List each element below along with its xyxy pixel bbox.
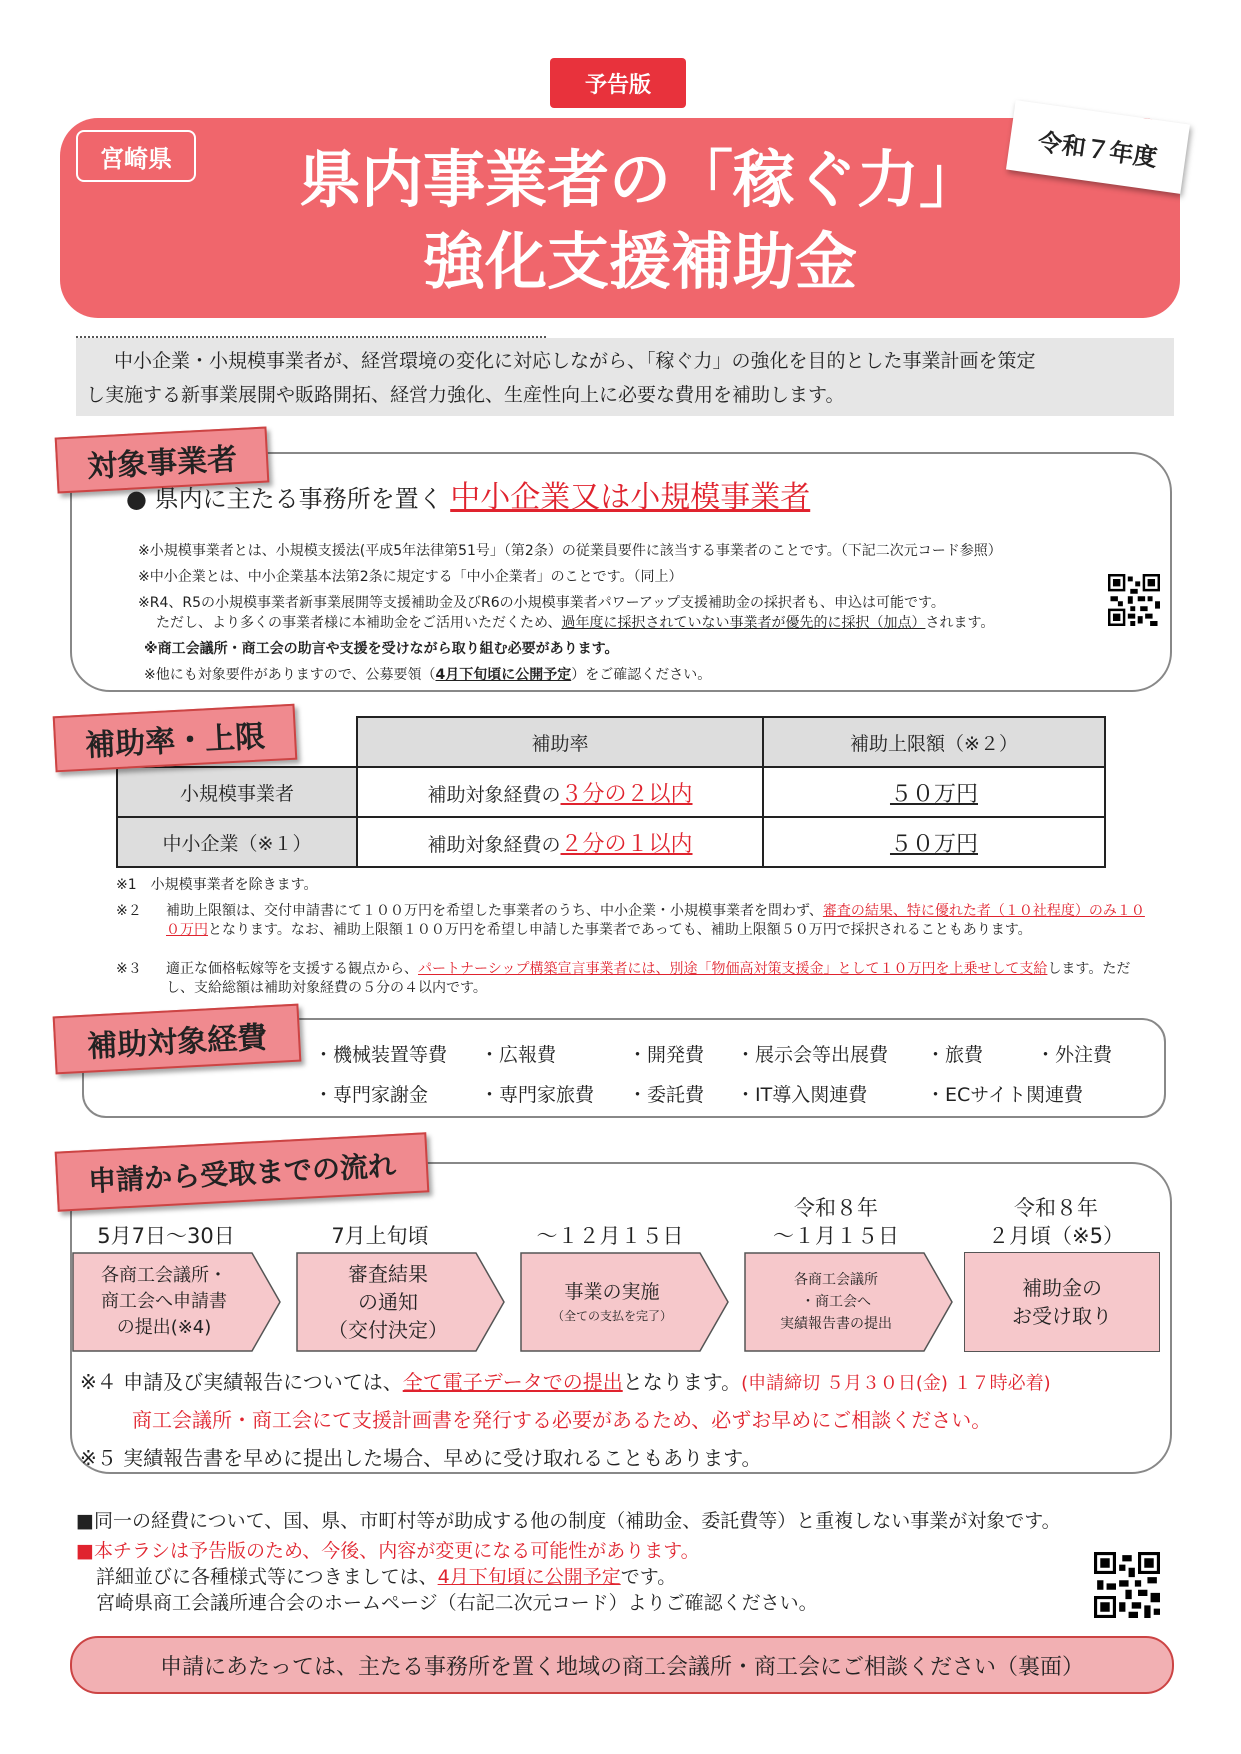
rate-note-2-pre: 補助上限額は、交付申請書にて１００万円を希望した事業者のうち、中小企業・小規模事業者を問わず、	[166, 903, 823, 919]
bottom-note-3-pre: 詳細並びに各種様式等につきましては、	[96, 1566, 438, 1588]
row-name: 小規模事業者	[117, 767, 357, 817]
expense-item: ・機械装置等費	[314, 1044, 448, 1066]
flow-step-label: 商工会へ申請書	[101, 1291, 227, 1312]
expenses-heading: 補助対象経費	[53, 1004, 302, 1075]
rate-note-2-red: 審査の結果、特に優れた者（１０社程度）のみ１００万円	[166, 903, 1145, 938]
rate-cell	[357, 767, 763, 817]
flow-step-label: の通知	[358, 1290, 418, 1314]
flow-note-4-mid: となります。	[622, 1370, 742, 1394]
flow-step-4	[744, 1252, 954, 1352]
flow-date: ～１月１５日	[773, 1224, 899, 1248]
flow-step-label: 審査結果	[348, 1262, 428, 1286]
divider	[76, 336, 546, 338]
expense-item: ・専門家旅費	[480, 1084, 595, 1106]
flow-date: 7月上旬頃	[331, 1224, 429, 1248]
footer-bar: 申請にあたっては、主たる事務所を置く地域の商工会議所・商工会にご相談ください（裏面）	[70, 1636, 1174, 1694]
flow-step-label: の提出(※4)	[116, 1317, 212, 1338]
expense-item: ・広報費	[480, 1044, 557, 1066]
bottom-note-3-post: です。	[620, 1566, 677, 1588]
target-note-5-underline: 4月下旬頃に公開予定	[435, 667, 572, 683]
rate-note-2-post: となります。なお、補助上限額１００万円を希望し申請した事業者であっても、補助上限額５０万円で採択されることもあります。	[208, 922, 1032, 938]
expense-item: ・IT導入関連費	[736, 1084, 868, 1106]
table-row	[117, 817, 1105, 867]
limit-cell: ５０万円	[763, 817, 1105, 867]
qr-code-icon[interactable]	[1108, 574, 1160, 626]
expense-item: ・開発費	[628, 1044, 705, 1066]
flow-step-label: 補助金の	[1022, 1276, 1102, 1300]
bottom-note-4: 宮崎県商工会議所連合会のホームページ（右記二次元コード）よりご確認ください。	[96, 1592, 818, 1614]
target-note-3b-underline: 過年度に採択されていない事業者が優先的に採択（加点）	[561, 615, 926, 631]
table-row	[117, 767, 1105, 817]
expense-item: ・展示会等出展費	[736, 1044, 889, 1066]
rate-value: ２分の１以内	[560, 831, 693, 857]
flow-date: ～１２月１５日	[536, 1224, 684, 1248]
target-note-4: ※商工会議所・商工会の助言や支援を受けながら取り組む必要があります。	[144, 641, 619, 657]
flow-note-4-pre: ※４ 申請及び実績報告については、	[80, 1370, 403, 1394]
expense-item: ・専門家謝金	[314, 1084, 429, 1106]
flow-date-year: 令和８年	[1014, 1196, 1098, 1220]
row-name: 中小企業（※１）	[117, 817, 357, 867]
target-note-1: ※小規模事業者とは、小規模支援法(平成5年法律第51号」（第2条）の従業員要件に該当する事業者のことです。（下記二次元コード参照）	[138, 543, 1002, 559]
target-bullet-prefix: ● 県内に主たる事務所を置く	[126, 485, 443, 513]
rate-value: ３分の２以内	[560, 781, 693, 807]
target-note-5-post: ）をご確認ください。	[571, 667, 712, 683]
intro-text	[76, 338, 1174, 416]
expense-item: ・旅費	[926, 1044, 984, 1066]
flow-step-label: 事業の実施	[564, 1281, 660, 1303]
bottom-note-3	[76, 1564, 1176, 1590]
target-note-5	[144, 664, 711, 686]
preview-badge: 予告版	[550, 58, 686, 108]
flow-heading: 申請から受取までの流れ	[55, 1132, 430, 1211]
target-note-3a: ※R4、R5の小規模事業者新事業展開等支援補助金及びR6の小規模事業者パワーアップ支援補助金の採択者も、申込は可能です。	[138, 595, 945, 611]
flow-step-label: （全ての支払を完了）	[551, 1309, 672, 1323]
target-note-3b-pre: ただし、より多くの事業者様に本補助金をご活用いただくため、	[156, 615, 562, 631]
rate-note-3	[166, 960, 1146, 998]
rate-note-3-post: します。ただし、支給総額は補助対象経費の５分の４以内です。	[166, 961, 1131, 996]
rate-note-2	[166, 902, 1146, 940]
prefecture-badge: 宮崎県	[76, 130, 196, 182]
flow-step-5	[964, 1252, 1160, 1352]
rate-prefix: 補助対象経費の	[427, 783, 561, 806]
bottom-note-1: ■同一の経費について、国、県、市町村等が助成する他の制度（補助金、委託費等）と重複しない事業が対象です。	[76, 1510, 1061, 1532]
flow-note-4-underline: 全て電子データでの提出	[402, 1370, 623, 1394]
flow-step-label: お受け取り	[1012, 1304, 1112, 1328]
expense-item: ・外注費	[1036, 1044, 1113, 1066]
intro-line-1: 中小企業・小規模事業者が、経営環境の変化に対応しながら、「稼ぐ力」の強化を目的とした事業計画を策定	[114, 350, 1036, 372]
rate-note-3-pre: 適正な価格転嫁等を支援する観点から、	[166, 961, 418, 977]
flow-note-4	[80, 1368, 1051, 1398]
expense-item: ・委託費	[628, 1084, 705, 1106]
rate-note-3-mark: ※３	[116, 961, 142, 977]
target-bullet	[126, 480, 810, 517]
flow-step-label: （交付決定）	[328, 1318, 448, 1342]
rate-heading: 補助率・上限	[53, 704, 298, 773]
target-heading: 対象事業者	[55, 426, 270, 493]
bottom-note-2: ■本チラシは予告版のため、今後、内容が変更になる可能性があります。	[76, 1540, 700, 1562]
title-line-1: 県内事業者の「稼ぐ力」	[298, 143, 981, 216]
rate-note-3-red: パートナーシップ構築宣言事業者には、別途「物価高対策支援金」として１０万円を上乗せして支給	[418, 961, 1048, 977]
flow-note-4-line-2: 商工会議所・商工会にて支援計画書を発行する必要があるため、必ずお早めにご相談ください。	[132, 1408, 992, 1432]
flow-date: 5月7日～30日	[97, 1224, 235, 1248]
rate-note-1: ※1 小規模事業者を除きます。	[116, 877, 318, 893]
flow-step-2	[296, 1252, 506, 1352]
flow-step-label: 各商工会議所	[794, 1272, 878, 1288]
bottom-notes	[76, 1508, 1176, 1616]
flow-step-label: 各商工会議所・	[101, 1265, 227, 1286]
flow-step-label: 実績報告書の提出	[780, 1316, 892, 1332]
fiscal-year-badge: 令和７年度	[1006, 100, 1190, 194]
target-note-3b-post: されます。	[925, 615, 995, 631]
rate-cell	[357, 817, 763, 867]
target-highlight: 中小企業又は小規模事業者	[450, 480, 811, 515]
qr-code-icon[interactable]	[1094, 1552, 1160, 1618]
flow-step-label: ・商工会へ	[801, 1294, 871, 1310]
flow-date-year: 令和８年	[794, 1196, 878, 1220]
rate-column-header: 補助率	[357, 717, 763, 767]
limit-cell: ５０万円	[763, 767, 1105, 817]
intro-line-2: し実施する新事業展開や販路開拓、経営力強化、生産性向上に必要な費用を補助します。	[86, 384, 845, 406]
target-note-2: ※中小企業とは、中小企業基本法第2条に規定する「中小企業者」のことです。（同上）	[138, 569, 683, 585]
expense-item: ・ECサイト関連費	[926, 1084, 1083, 1106]
flow-step-1	[72, 1252, 282, 1352]
rate-note-2-mark: ※２	[116, 903, 142, 919]
rate-prefix: 補助対象経費の	[427, 833, 561, 856]
flow-note-5: ※５ 実績報告書を早めに提出した場合、早めに受け取れることもあります。	[80, 1446, 762, 1470]
flow-note-4-deadline: (申請締切 ５月３０日(金) １７時必着)	[741, 1373, 1051, 1394]
flow-step-3	[520, 1252, 730, 1352]
limit-column-header: 補助上限額（※２）	[763, 717, 1105, 767]
title-line-2: 強化支援補助金	[422, 225, 857, 298]
bottom-note-3-underline: 4月下旬頃に公開予定	[437, 1566, 621, 1588]
target-note-5-pre: ※他にも対象要件がありますので、公募要領（	[144, 667, 436, 683]
target-note-3b	[156, 612, 994, 634]
flow-date: ２月頃（※5）	[988, 1224, 1124, 1248]
